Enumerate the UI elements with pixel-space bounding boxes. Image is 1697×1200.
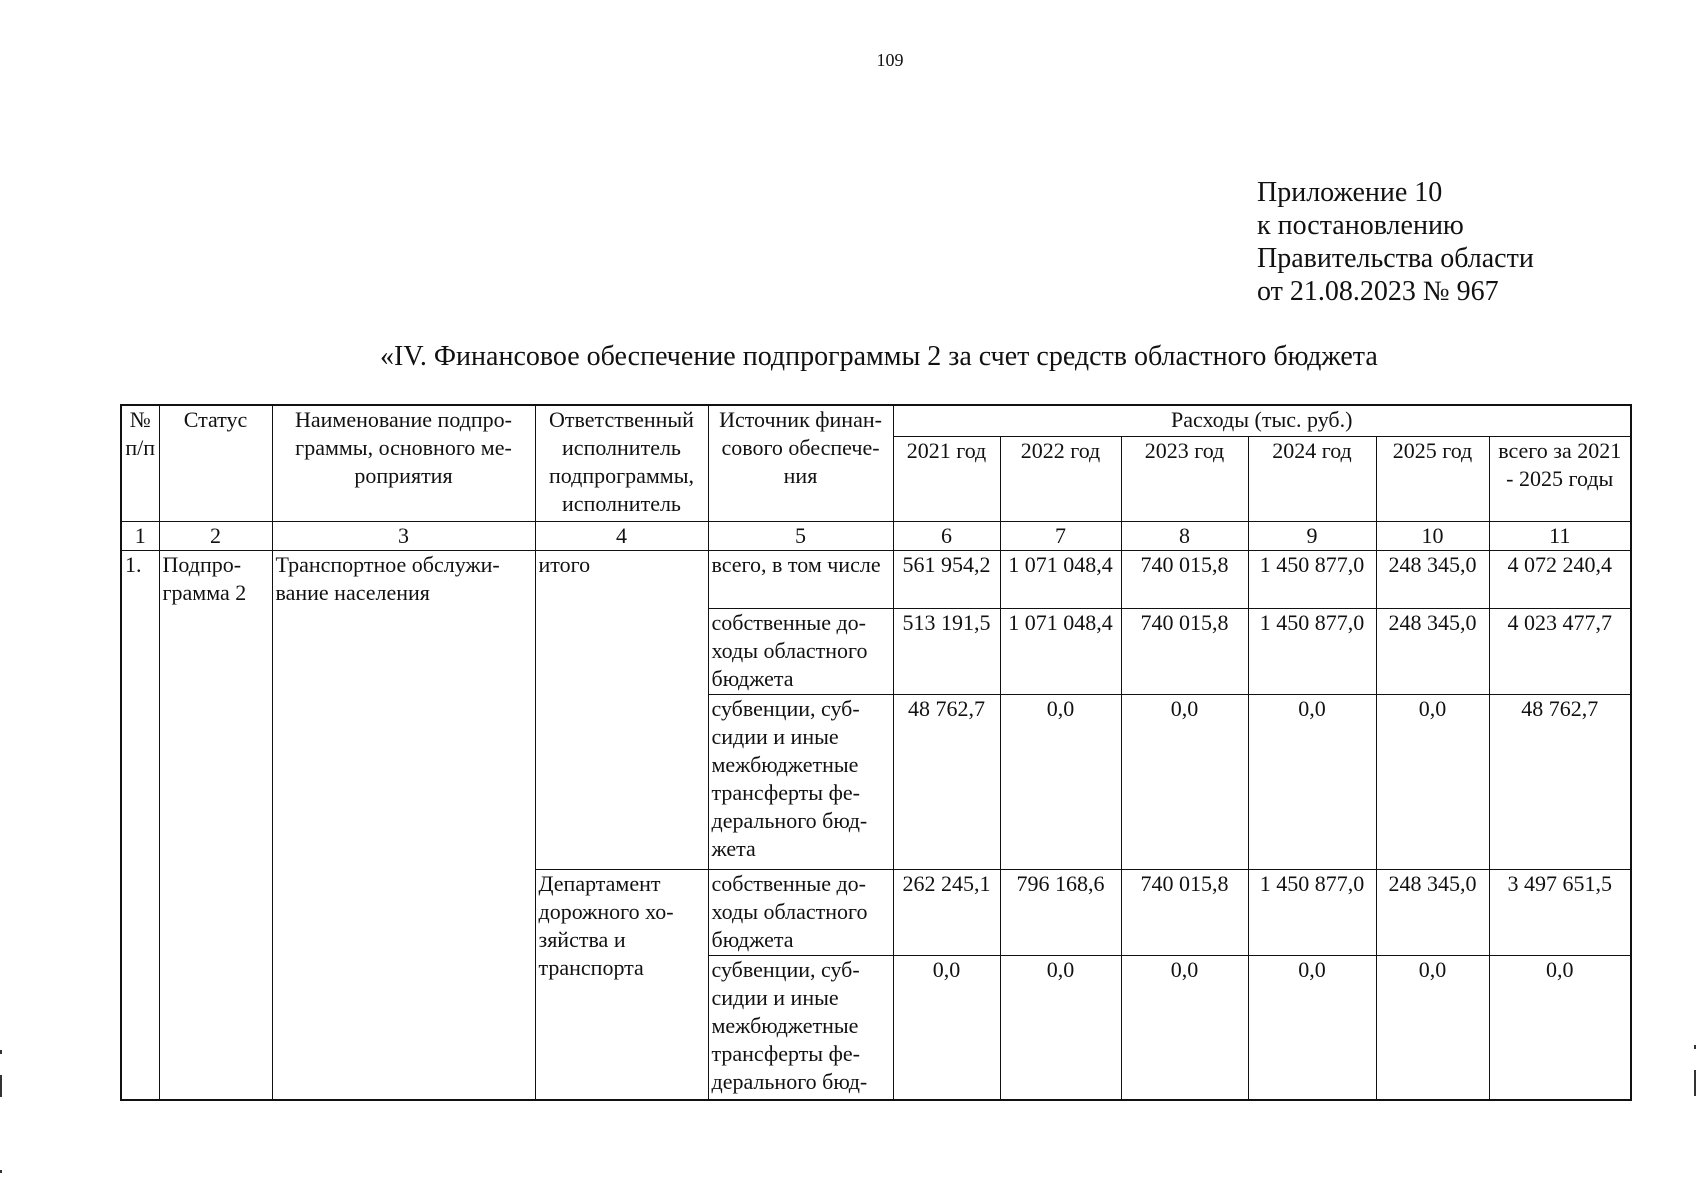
value-2024: 0,0 — [1248, 955, 1376, 1100]
header-total: всего за 2021 - 2025 годы — [1489, 436, 1631, 521]
column-number-row — [121, 521, 1631, 550]
value-2025: 0,0 — [1376, 955, 1489, 1100]
value-2025: 248 345,0 — [1376, 869, 1489, 955]
value-2025: 0,0 — [1376, 694, 1489, 869]
row-source: субвенции, суб-сидии и иные межбюджетные трансферты фе-дерального бюд-жета — [708, 694, 893, 869]
value-2024: 0,0 — [1248, 694, 1376, 869]
appendix-line: Приложение 10 — [1257, 177, 1443, 208]
header-year-2021: 2021 год — [893, 436, 1000, 521]
column-number: 5 — [708, 521, 893, 550]
column-number: 2 — [159, 521, 272, 550]
value-total: 4 023 477,7 — [1489, 608, 1631, 694]
value-2022: 0,0 — [1000, 694, 1121, 869]
value-2024: 1 450 877,0 — [1248, 608, 1376, 694]
column-number: 7 — [1000, 521, 1121, 550]
value-total: 48 762,7 — [1489, 694, 1631, 869]
row-source: субвенции, суб-сидии и иные межбюджетные трансферты фе-дерального бюд- — [708, 955, 893, 1100]
column-number: 4 — [535, 521, 708, 550]
header-year-2022: 2022 год — [1000, 436, 1121, 521]
value-2025: 248 345,0 — [1376, 550, 1489, 608]
value-2023: 740 015,8 — [1121, 869, 1248, 955]
value-2022: 1 071 048,4 — [1000, 550, 1121, 608]
column-number: 3 — [272, 521, 535, 550]
value-2023: 0,0 — [1121, 694, 1248, 869]
value-2022: 0,0 — [1000, 955, 1121, 1100]
header-expenses: Расходы (тыс. руб.) — [893, 405, 1631, 436]
value-2021: 561 954,2 — [893, 550, 1000, 608]
value-2021: 513 191,5 — [893, 608, 1000, 694]
value-total: 0,0 — [1489, 955, 1631, 1100]
row-source: собственные до-ходы областного бюджета — [708, 608, 893, 694]
header-year-2023: 2023 год — [1121, 436, 1248, 521]
scan-margin-mark — [0, 1050, 2, 1054]
table-row — [121, 550, 1631, 608]
header-year-2024: 2024 год — [1248, 436, 1376, 521]
column-number: 11 — [1489, 521, 1631, 550]
row-source: собственные до-ходы областного бюджета — [708, 869, 893, 955]
value-2021: 48 762,7 — [893, 694, 1000, 869]
column-number: 1 — [121, 521, 159, 550]
document-title: «IV. Финансовое обеспечение подпрограммы 2 за счет средств областного бюджета — [380, 341, 1378, 372]
financing-table — [120, 404, 1632, 1101]
value-2023: 740 015,8 — [1121, 550, 1248, 608]
header-executor: Ответственный исполнитель подпрограммы, исполнитель — [535, 405, 708, 521]
value-2021: 0,0 — [893, 955, 1000, 1100]
column-number: 10 — [1376, 521, 1489, 550]
row-status: Подпро-грамма 2 — [159, 550, 272, 1100]
value-2025: 248 345,0 — [1376, 608, 1489, 694]
row-source: всего, в том числе — [708, 550, 893, 608]
header-num: № п/п — [121, 405, 159, 521]
appendix-line: к постановлению — [1257, 210, 1464, 241]
column-number: 9 — [1248, 521, 1376, 550]
value-2023: 740 015,8 — [1121, 608, 1248, 694]
value-2022: 1 071 048,4 — [1000, 608, 1121, 694]
row-executor-department: Департамент дорожного хо-зяйства и транспорта — [535, 869, 708, 1100]
header-name: Наименование подпро-граммы, основного ме-роприятия — [272, 405, 535, 521]
header-source: Источник финан-сового обеспече-ния — [708, 405, 893, 521]
appendix-block — [1257, 176, 1534, 308]
value-total: 3 497 651,5 — [1489, 869, 1631, 955]
column-number: 6 — [893, 521, 1000, 550]
header-year-2025: 2025 год — [1376, 436, 1489, 521]
value-2021: 262 245,1 — [893, 869, 1000, 955]
value-2023: 0,0 — [1121, 955, 1248, 1100]
scan-margin-mark — [0, 1075, 2, 1097]
row-number: 1. — [121, 550, 159, 1100]
value-2022: 796 168,6 — [1000, 869, 1121, 955]
appendix-line: от 21.08.2023 № 967 — [1257, 276, 1499, 307]
scan-margin-mark — [1694, 1045, 1696, 1049]
page-number: 109 — [876, 50, 904, 70]
scan-margin-mark — [0, 1170, 2, 1173]
value-2024: 1 450 877,0 — [1248, 869, 1376, 955]
value-total: 4 072 240,4 — [1489, 550, 1631, 608]
row-executor-total: итого — [535, 550, 708, 869]
row-name: Транспортное обслужи-вание населения — [272, 550, 535, 1100]
header-status: Статус — [159, 405, 272, 521]
scan-margin-mark — [1694, 1070, 1696, 1096]
value-2024: 1 450 877,0 — [1248, 550, 1376, 608]
appendix-line: Правительства области — [1257, 243, 1534, 274]
column-number: 8 — [1121, 521, 1248, 550]
